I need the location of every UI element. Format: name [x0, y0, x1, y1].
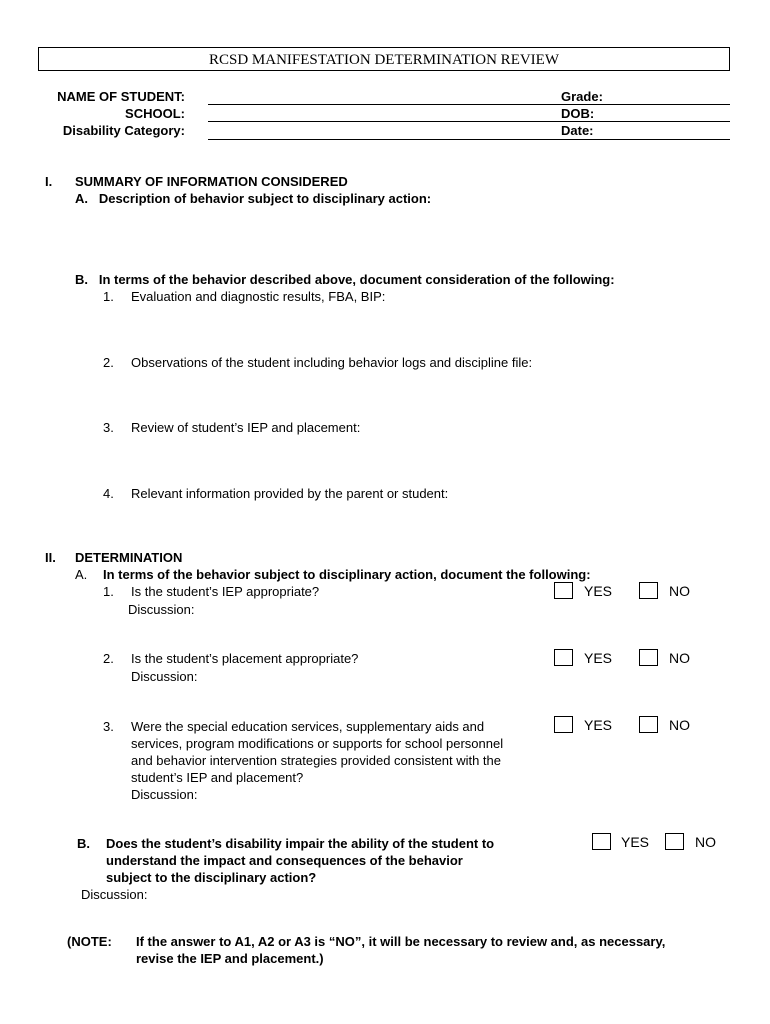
question-1-no-label: NO: [669, 583, 690, 599]
section-2-b-letter: B.: [77, 836, 90, 851]
question-3-no-checkbox[interactable]: [639, 716, 658, 733]
question-1-text: Is the student’s IEP appropriate?: [131, 584, 320, 599]
question-2-text: Is the student’s placement appropriate?: [131, 651, 359, 666]
disability-category-label: Disability Category:: [62, 123, 185, 138]
section-2-b-line-3: subject to the disciplinary action?: [106, 870, 317, 885]
form-title: RCSD MANIFESTATION DETERMINATION REVIEW: [38, 47, 730, 71]
question-3-yes-label: YES: [584, 717, 613, 733]
part-b-no-label: NO: [695, 834, 716, 850]
section-2-b-line-1: Does the student’s disability impair the ability of the student to: [106, 836, 495, 851]
question-2-no-checkbox[interactable]: [639, 649, 658, 666]
section-2-a-letter: A.: [75, 567, 88, 582]
question-3-line-4: student’s IEP and placement?: [131, 770, 304, 785]
school-field[interactable]: [208, 121, 730, 122]
question-3-line-1: Were the special education services, supplementary aids and: [131, 719, 485, 734]
question-1-discussion: Discussion:: [128, 602, 195, 617]
grade-label: Grade:: [561, 89, 603, 104]
item-4-number: 4.: [103, 486, 114, 501]
question-2-yes-checkbox[interactable]: [554, 649, 573, 666]
question-3-line-3: and behavior intervention strategies provided consistent with the: [131, 753, 501, 768]
question-1-yes-label: YES: [584, 583, 613, 599]
name-of-student-field[interactable]: [208, 104, 730, 105]
part-b-no-checkbox[interactable]: [665, 833, 684, 850]
question-3-number: 3.: [103, 719, 114, 734]
question-2-discussion: Discussion:: [131, 669, 198, 684]
date-label: Date:: [561, 123, 594, 138]
question-3-yes-checkbox[interactable]: [554, 716, 573, 733]
dob-label: DOB:: [561, 106, 595, 121]
disability-category-field[interactable]: [208, 139, 730, 140]
part-b-yes-checkbox[interactable]: [592, 833, 611, 850]
section-1-a: A. Description of behavior subject to disciplinary action:: [75, 191, 432, 206]
item-1-number: 1.: [103, 289, 114, 304]
note-line-2: revise the IEP and placement.): [136, 951, 324, 966]
item-4-text: Relevant information provided by the parent or student:: [131, 486, 449, 501]
section-2-numeral: II.: [45, 550, 56, 565]
question-2-yes-label: YES: [584, 650, 613, 666]
section-2-a-text: In terms of the behavior subject to disciplinary action, document the following:: [103, 567, 591, 582]
item-3-number: 3.: [103, 420, 114, 435]
section-2-b-line-2: understand the impact and consequences of the behavior: [106, 853, 463, 868]
section-1-b: B. In terms of the behavior described above, document consideration of the following:: [75, 272, 615, 287]
section-2-heading: DETERMINATION: [75, 550, 183, 565]
question-3-discussion: Discussion:: [131, 787, 198, 802]
item-1-text: Evaluation and diagnostic results, FBA, BIP:: [131, 289, 386, 304]
section-1-heading: SUMMARY OF INFORMATION CONSIDERED: [75, 174, 348, 189]
question-2-no-label: NO: [669, 650, 690, 666]
item-2-text: Observations of the student including behavior logs and discipline file:: [131, 355, 533, 370]
question-1-number: 1.: [103, 584, 114, 599]
item-2-number: 2.: [103, 355, 114, 370]
question-3-line-2: services, program modifications or supports for school personnel: [131, 736, 504, 751]
question-2-number: 2.: [103, 651, 114, 666]
note-label: (NOTE:: [67, 934, 112, 949]
question-1-no-checkbox[interactable]: [639, 582, 658, 599]
school-label: SCHOOL:: [125, 106, 185, 121]
item-3-text: Review of student’s IEP and placement:: [131, 420, 361, 435]
question-3-no-label: NO: [669, 717, 690, 733]
note-line-1: If the answer to A1, A2 or A3 is “NO”, it will be necessary to review and, as necessary,: [136, 934, 666, 949]
section-2-b-discussion: Discussion:: [81, 887, 148, 902]
part-b-yes-label: YES: [621, 834, 650, 850]
name-of-student-label: NAME OF STUDENT:: [57, 89, 185, 104]
question-1-yes-checkbox[interactable]: [554, 582, 573, 599]
section-1-numeral: I.: [45, 174, 53, 189]
